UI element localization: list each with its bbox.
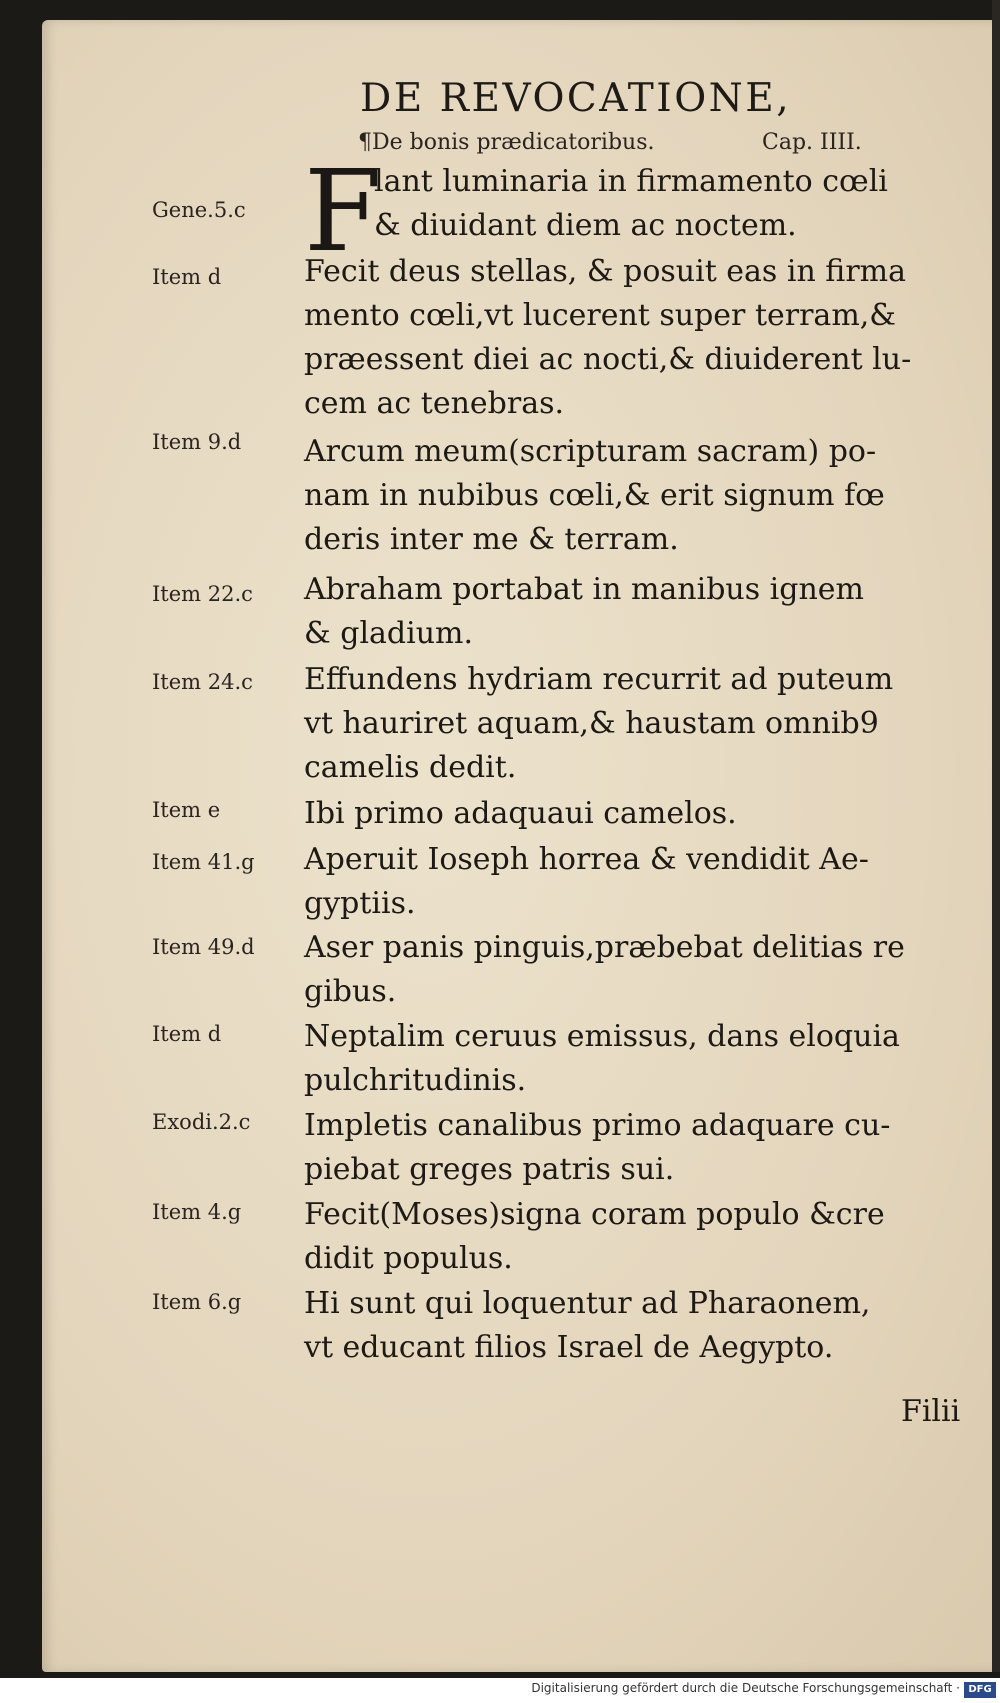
chapter-subheading — [358, 130, 862, 155]
margin-reference: Item e — [152, 798, 221, 822]
margin-reference: Item 49.d — [152, 935, 255, 959]
text-line: nam in nubibus cœli,& erit signum fœ — [304, 478, 885, 513]
text-line: piebat greges patris sui. — [304, 1152, 675, 1187]
subheading-text: ¶De bonis prædicatoribus. — [358, 130, 655, 155]
text-line: Ibi primo adaquaui camelos. — [304, 796, 737, 831]
chapter-number: Cap. IIII. — [762, 130, 862, 155]
footer-credit: Digitalisierung gefördert durch die Deutsche Forschungsgemeinschaft · — [531, 1681, 960, 1695]
text-line: Hi sunt qui loquentur ad Pharaonem, — [304, 1286, 871, 1321]
text-line: mento cœli,vt lucerent super terram,& — [304, 298, 897, 333]
margin-reference: Item 24.c — [152, 670, 253, 694]
margin-reference: Item 41.g — [152, 850, 255, 874]
text-line: præessent diei ac nocti,& diuiderent lu- — [304, 342, 912, 377]
dfg-logo: DFG — [964, 1682, 996, 1698]
text-line: lant luminaria in firmamento cœli — [374, 164, 888, 199]
text-line: deris inter me & terram. — [304, 522, 679, 557]
text-line: Fecit deus stellas, & posuit eas in firma — [304, 254, 906, 289]
catchword: Filii — [901, 1394, 961, 1429]
drop-capital: F — [304, 147, 382, 277]
text-line: vt educant filios Israel de Aegypto. — [304, 1330, 834, 1365]
text-line: Arcum meum(scripturam sacram) po- — [304, 434, 877, 469]
margin-reference: Exodi.2.c — [152, 1110, 251, 1134]
text-line: Fecit(Moses)signa coram populo &cre — [304, 1197, 885, 1232]
text-line: cem ac tenebras. — [304, 386, 565, 421]
page-edge-shadow — [992, 0, 1000, 1672]
text-line: didit populus. — [304, 1241, 513, 1276]
text-line: Impletis canalibus primo adaquare cu- — [304, 1108, 891, 1143]
text-line: gyptiis. — [304, 886, 416, 921]
margin-reference: Item d — [152, 1022, 222, 1046]
text-line: Abraham portabat in manibus ignem — [304, 572, 864, 607]
text-line: Effundens hydriam recurrit ad puteum — [304, 662, 894, 697]
margin-reference: Item 4.g — [152, 1200, 242, 1224]
footer-bar — [0, 1678, 1000, 1703]
text-line: & diuidant diem ac noctem. — [374, 208, 797, 243]
margin-reference: Item 22.c — [152, 582, 253, 606]
text-line: camelis dedit. — [304, 750, 517, 785]
margin-reference: Item 9.d — [152, 430, 242, 454]
text-line: Aperuit Ioseph horrea & vendidit Ae- — [304, 842, 869, 877]
margin-reference: Item 6.g — [152, 1290, 242, 1314]
margin-reference: Item d — [152, 265, 222, 289]
page-title: DE REVOCATIONE, — [360, 76, 792, 121]
text-line: pulchritudinis. — [304, 1063, 527, 1098]
text-line: gibus. — [304, 974, 397, 1009]
margin-reference: Gene.5.c — [152, 198, 246, 222]
text-line: vt hauriret aquam,& haustam omnib9 — [304, 706, 879, 741]
text-line: Aser panis pinguis,præbebat delitias re — [304, 930, 905, 965]
text-line: & gladium. — [304, 616, 474, 651]
text-line: Neptalim ceruus emissus, dans eloquia — [304, 1019, 900, 1054]
